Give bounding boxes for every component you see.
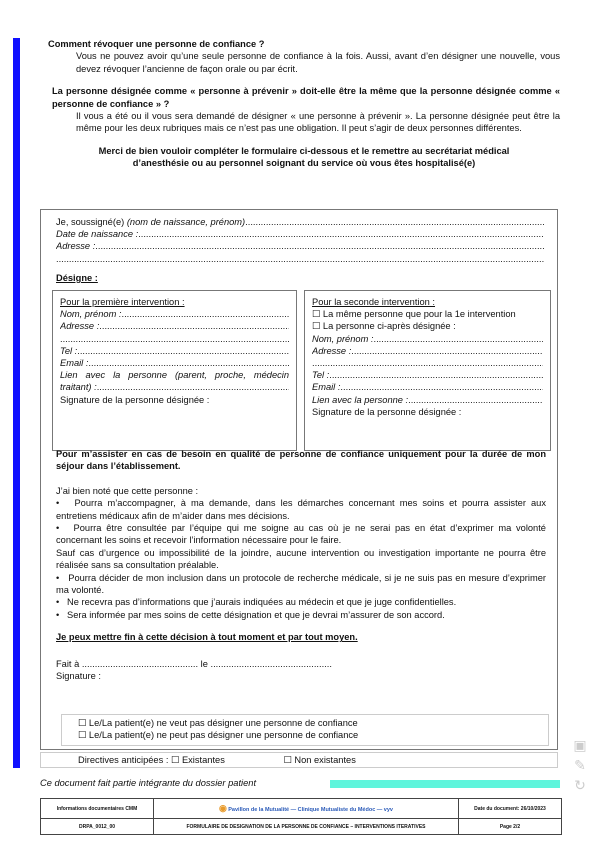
- teal-bar: [330, 780, 560, 788]
- bullet-text: Sera informée par mes soins de cette désignation et que je devrai m’assurer de son accord.: [67, 609, 445, 620]
- doc-title: FORMULAIRE DE DESIGNATION DE LA PERSONNE DE CONFIANCE – INTERVENTIONS ITERATIVES: [154, 819, 459, 835]
- label: le: [200, 658, 208, 669]
- side-icons: [570, 735, 590, 795]
- bullet: • Pourra être consultée par l’équipe qui me soigne au cas où je ne serai pas en état d’exprimer ma volonté concernant les soins et recevoir l’information nécessaire pour le faire.: [56, 523, 546, 546]
- page-number: Page 2/2: [459, 819, 562, 835]
- bullet-text: Pourra décider de mon inclusion dans un protocole de recherche médicale, si je ne suis pas en mesure d’exprimer ma volonté.: [56, 572, 546, 596]
- first-link-label: Lien avec la personne (parent, proche, médecin: [60, 370, 289, 381]
- undersigned-field[interactable]: [56, 216, 544, 228]
- noted: J’ai bien noté que cette personne :: [56, 485, 199, 496]
- label: Le/La patient(e) ne veut pas désigner une personne de confiance: [88, 718, 358, 728]
- label: Adresse :: [60, 321, 100, 332]
- patient-options-box: [61, 714, 549, 746]
- label: Nom, prénom :: [60, 309, 122, 320]
- label: Email :: [312, 382, 341, 393]
- first-address-field-2[interactable]: [60, 333, 289, 345]
- label: Non existantes: [294, 755, 356, 765]
- label: Fait à: [56, 658, 80, 669]
- designate-label: Désigne :: [56, 272, 98, 283]
- first-title: Pour la première intervention :: [60, 297, 185, 307]
- bullet-text: Pourra être consultée par l’équipe qui me soigne au cas où je ne serai pas en état d’exprimer ma volonté concernant les soins et recevoir l’information nécessaire pour le faire.: [56, 523, 546, 546]
- second-address-field-2[interactable]: [312, 357, 543, 369]
- intro: [48, 38, 560, 170]
- other-person-checkbox[interactable]: ☐ La personne ci-après désignée :: [312, 321, 456, 332]
- first-signature-label: Signature de la personne désignée :: [60, 394, 210, 405]
- instruction: Merci de bien vouloir compléter le formulaire ci-dessous et le remettre au secrétariat médical d’anesthésie ou au personnel soignant du service où vous êtes hospitalisé(e): [98, 145, 510, 169]
- form-box: [40, 209, 558, 750]
- label: Lien avec la personne :: [312, 394, 409, 405]
- doc-date: Date du document: 26/10/2023: [459, 799, 562, 819]
- label: Date de naissance :: [56, 229, 139, 240]
- address-field-2[interactable]: [56, 253, 544, 265]
- footer-note: Ce document fait partie intégrante du dossier patient: [40, 778, 257, 788]
- second-tel-field[interactable]: [312, 369, 543, 381]
- bullet: • Pourra décider de mon inclusion dans un protocole de recherche médicale, si je ne suis pas en mesure d’exprimer ma volonté.: [56, 572, 546, 596]
- directives-yes-checkbox[interactable]: ☐ Existantes: [171, 755, 225, 765]
- hint: (nom de naissance, prénom): [126, 217, 246, 227]
- label: La même personne que pour la 1e intervention: [322, 309, 516, 320]
- first-email-field[interactable]: [60, 357, 289, 369]
- signature-label: Signature :: [56, 671, 101, 682]
- logo-text: Pavillon de la Mutualité — Clinique Mutualiste du Médoc — vyv: [228, 807, 393, 813]
- form-body: [56, 448, 546, 683]
- bullet-text: Pourra m’accompagner, à ma demande, dans les démarches concernant mes soins et pourra assister aux entretiens médicaux afin de m’aider dans mes décisions.: [56, 498, 546, 521]
- answer-revoke: Vous ne pouvez avoir qu’une seule personne de confiance à la fois. Aussi, avant d’en désigner une nouvelle, vous devez révoquer l’ancienne de façon orale ou par écrit.: [76, 51, 560, 74]
- doc-code: DRPA_0012_00: [41, 819, 154, 835]
- logo-mark-icon: ◉: [219, 803, 227, 813]
- bullet: • Ne recevra pas d’informations que j’aurais indiquées au médecin et que je juge confidentielles.: [56, 597, 457, 608]
- label: La personne ci-après désignée :: [322, 321, 456, 332]
- address-field[interactable]: [56, 240, 544, 252]
- label: Email :: [60, 358, 89, 369]
- second-address-field[interactable]: [312, 345, 543, 357]
- refresh-icon: ↻: [574, 777, 586, 793]
- same-person-checkbox[interactable]: ☐ La même personne que pour la 1e intervention: [312, 309, 516, 320]
- first-intervention-box: [52, 290, 297, 451]
- label: Tel :: [312, 370, 330, 381]
- first-link-field[interactable]: [60, 381, 289, 393]
- refuse-checkbox[interactable]: ☐ Le/La patient(e) ne veut pas désigner une personne de confiance: [78, 718, 358, 728]
- directives-row: [40, 752, 558, 768]
- birth-date-field[interactable]: [56, 228, 544, 240]
- purpose: Pour m’assister en cas de besoin en qualité de personne de confiance uniquement pour la durée de mon séjour dans l’établissement.: [56, 449, 546, 472]
- label: Tel :: [60, 345, 78, 356]
- second-intervention-box: [304, 290, 551, 451]
- doc-info: Informations documentaires CMM: [41, 799, 154, 819]
- directives-label: Directives anticipées :: [78, 755, 169, 765]
- bullet: • Sera informée par mes soins de cette désignation et que je devrai m’assurer de son accord.: [56, 609, 445, 620]
- bullet-text: Ne recevra pas d’informations que j’aurais indiquées au médecin et que je juge confidentielles.: [67, 597, 457, 608]
- answer-same-person: Il vous a été ou il vous sera demandé de désigner « une personne à prévenir ». La personne désignée peut être la même pour les deux rubriques mais ce n’est pas une obligation. Il peut s’agir de deux personnes différentes.: [76, 111, 560, 134]
- bullet: • Pourra m’accompagner, à ma demande, dans les démarches concernant mes soins et pourra assister aux entretiens médicaux afin de m’aider dans mes décisions.: [56, 498, 546, 521]
- second-title: Pour la seconde intervention :: [312, 297, 436, 307]
- label: Adresse :: [56, 241, 96, 252]
- question-same-person: La personne désignée comme « personne à prévenir » doit-elle être la même que la personne désignée comme « personne de confiance » ?: [52, 86, 560, 109]
- first-tel-field[interactable]: [60, 345, 289, 357]
- second-link-field[interactable]: [312, 394, 543, 406]
- cannot-checkbox[interactable]: ☐ Le/La patient(e) ne peut pas désigner une personne de confiance: [78, 730, 359, 741]
- pen-icon: ✎: [574, 757, 586, 773]
- second-email-field[interactable]: [312, 381, 543, 393]
- directives-no-checkbox[interactable]: ☐ Non existantes: [283, 755, 356, 765]
- footer-table: [40, 798, 562, 835]
- label: Adresse :: [312, 345, 352, 356]
- label: Nom, prénom :: [312, 333, 374, 344]
- revoke-statement: Je peux mettre fin à cette décision à tout moment et par tout moyen.: [56, 632, 358, 643]
- accent-bar: [13, 38, 20, 768]
- place-date-field[interactable]: Fait à ............................................. le ...............................................: [56, 658, 332, 669]
- logo: [154, 799, 459, 819]
- second-name-field[interactable]: [312, 333, 543, 345]
- second-signature-label: Signature de la personne désignée :: [312, 406, 462, 417]
- book-icon: ▣: [573, 737, 587, 753]
- first-address-field[interactable]: [60, 320, 289, 332]
- question-revoke: Comment révoquer une personne de confiance ?: [48, 39, 265, 49]
- label: Je, soussigné(e): [56, 217, 125, 227]
- label: Le/La patient(e) ne peut pas désigner une personne de confiance: [88, 730, 359, 741]
- label: traitant) :: [60, 382, 97, 393]
- first-name-field[interactable]: [60, 308, 289, 320]
- label: Existantes: [181, 755, 225, 765]
- note: Sauf cas d’urgence ou impossibilité de la joindre, aucune intervention ou investigation importante ne pourra être réalisée sans sa consultation préalable.: [56, 547, 546, 571]
